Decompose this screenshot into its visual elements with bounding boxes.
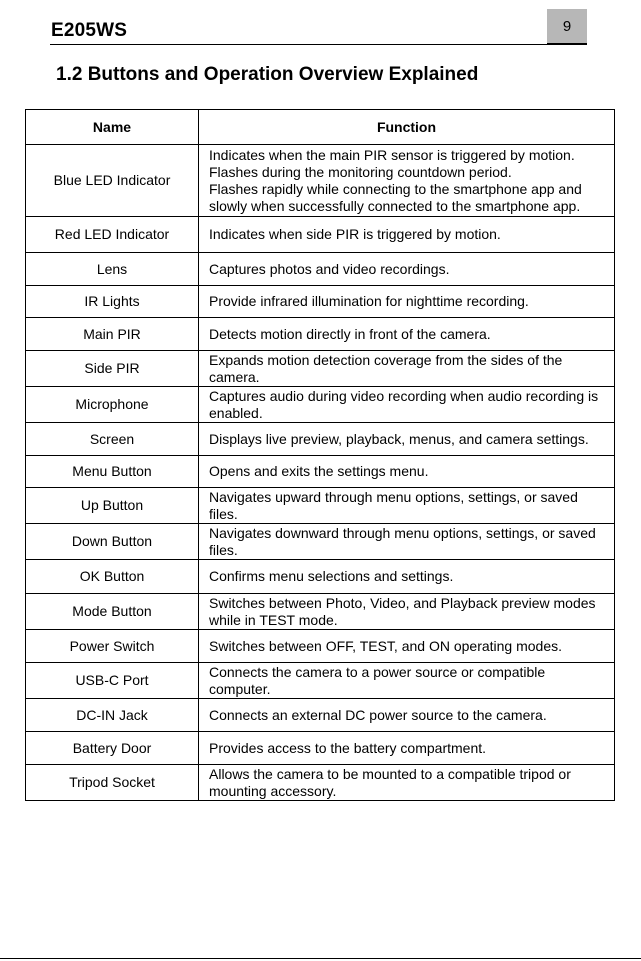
model-name: E205WS: [51, 20, 128, 41]
row-name: Red LED Indicator: [26, 217, 199, 253]
row-function: Provide infrared illumination for nighttime recording.: [199, 286, 615, 318]
row-name: Lens: [26, 253, 199, 286]
table-row: [26, 732, 615, 765]
row-function: Provides access to the battery compartment.: [199, 732, 615, 765]
page-bottom-rule: [0, 958, 641, 959]
row-name: OK Button: [26, 560, 199, 594]
row-name: Battery Door: [26, 732, 199, 765]
row-function: Expands motion detection coverage from the sides of the camera.: [199, 351, 615, 387]
row-name: Side PIR: [26, 351, 199, 387]
table-row: [26, 387, 615, 423]
row-name: Screen: [26, 423, 199, 456]
table-row: [26, 423, 615, 456]
row-function: Navigates downward through menu options, settings, or saved files.: [199, 524, 615, 560]
table-row: [26, 524, 615, 560]
table-header-row: [26, 110, 615, 145]
function-line: Flashes during the monitoring countdown period.: [209, 163, 512, 180]
function-line: Flashes rapidly while connecting to the smartphone app and slowly when successfully connected to the smartphone app.: [209, 180, 582, 214]
table-row: [26, 351, 615, 387]
column-header-function: Function: [199, 110, 615, 145]
row-function: Captures photos and video recordings.: [199, 253, 615, 286]
row-name: DC-IN Jack: [26, 699, 199, 732]
table-row: [26, 253, 615, 286]
row-function: Captures audio during video recording when audio recording is enabled.: [199, 387, 615, 423]
row-name: USB-C Port: [26, 663, 199, 699]
table-row: [26, 488, 615, 524]
row-function: Allows the camera to be mounted to a compatible tripod or mounting accessory.: [199, 765, 615, 801]
row-function: Detects motion directly in front of the camera.: [199, 318, 615, 351]
row-function: Confirms menu selections and settings.: [199, 560, 615, 594]
row-name: Main PIR: [26, 318, 199, 351]
row-function: Switches between OFF, TEST, and ON operating modes.: [199, 630, 615, 663]
row-name: Mode Button: [26, 594, 199, 630]
row-name: IR Lights: [26, 286, 199, 318]
column-header-name: Name: [26, 110, 199, 145]
table-row: [26, 456, 615, 488]
row-function: [199, 145, 615, 217]
row-function: Navigates upward through menu options, settings, or saved files.: [199, 488, 615, 524]
row-function: Switches between Photo, Video, and Playback preview modes while in TEST mode.: [199, 594, 615, 630]
page-number-box: [547, 9, 587, 45]
section-title: 1.2 Buttons and Operation Overview Explained: [56, 64, 479, 85]
table-row: [26, 286, 615, 318]
row-name: Up Button: [26, 488, 199, 524]
row-function: Connects an external DC power source to the camera.: [199, 699, 615, 732]
row-function: Opens and exits the settings menu.: [199, 456, 615, 488]
row-name: Microphone: [26, 387, 199, 423]
table-row: [26, 630, 615, 663]
table-row: [26, 663, 615, 699]
row-name: Down Button: [26, 524, 199, 560]
page-number: 9: [562, 17, 572, 35]
table-row: [26, 145, 615, 217]
table-row: [26, 560, 615, 594]
table-row: [26, 318, 615, 351]
row-function: Displays live preview, playback, menus, and camera settings.: [199, 423, 615, 456]
row-name: Menu Button: [26, 456, 199, 488]
row-name: Tripod Socket: [26, 765, 199, 801]
row-function: Connects the camera to a power source or compatible computer.: [199, 663, 615, 699]
table-row: [26, 594, 615, 630]
function-line: Indicates when the main PIR sensor is triggered by motion.: [209, 146, 575, 163]
row-function: Indicates when side PIR is triggered by motion.: [199, 217, 615, 253]
header-rule: [50, 44, 587, 45]
table-row: [26, 217, 615, 253]
table-row: [26, 765, 615, 801]
row-name: Blue LED Indicator: [26, 145, 199, 217]
buttons-operation-table: [25, 109, 615, 801]
row-name: Power Switch: [26, 630, 199, 663]
table-row: [26, 699, 615, 732]
